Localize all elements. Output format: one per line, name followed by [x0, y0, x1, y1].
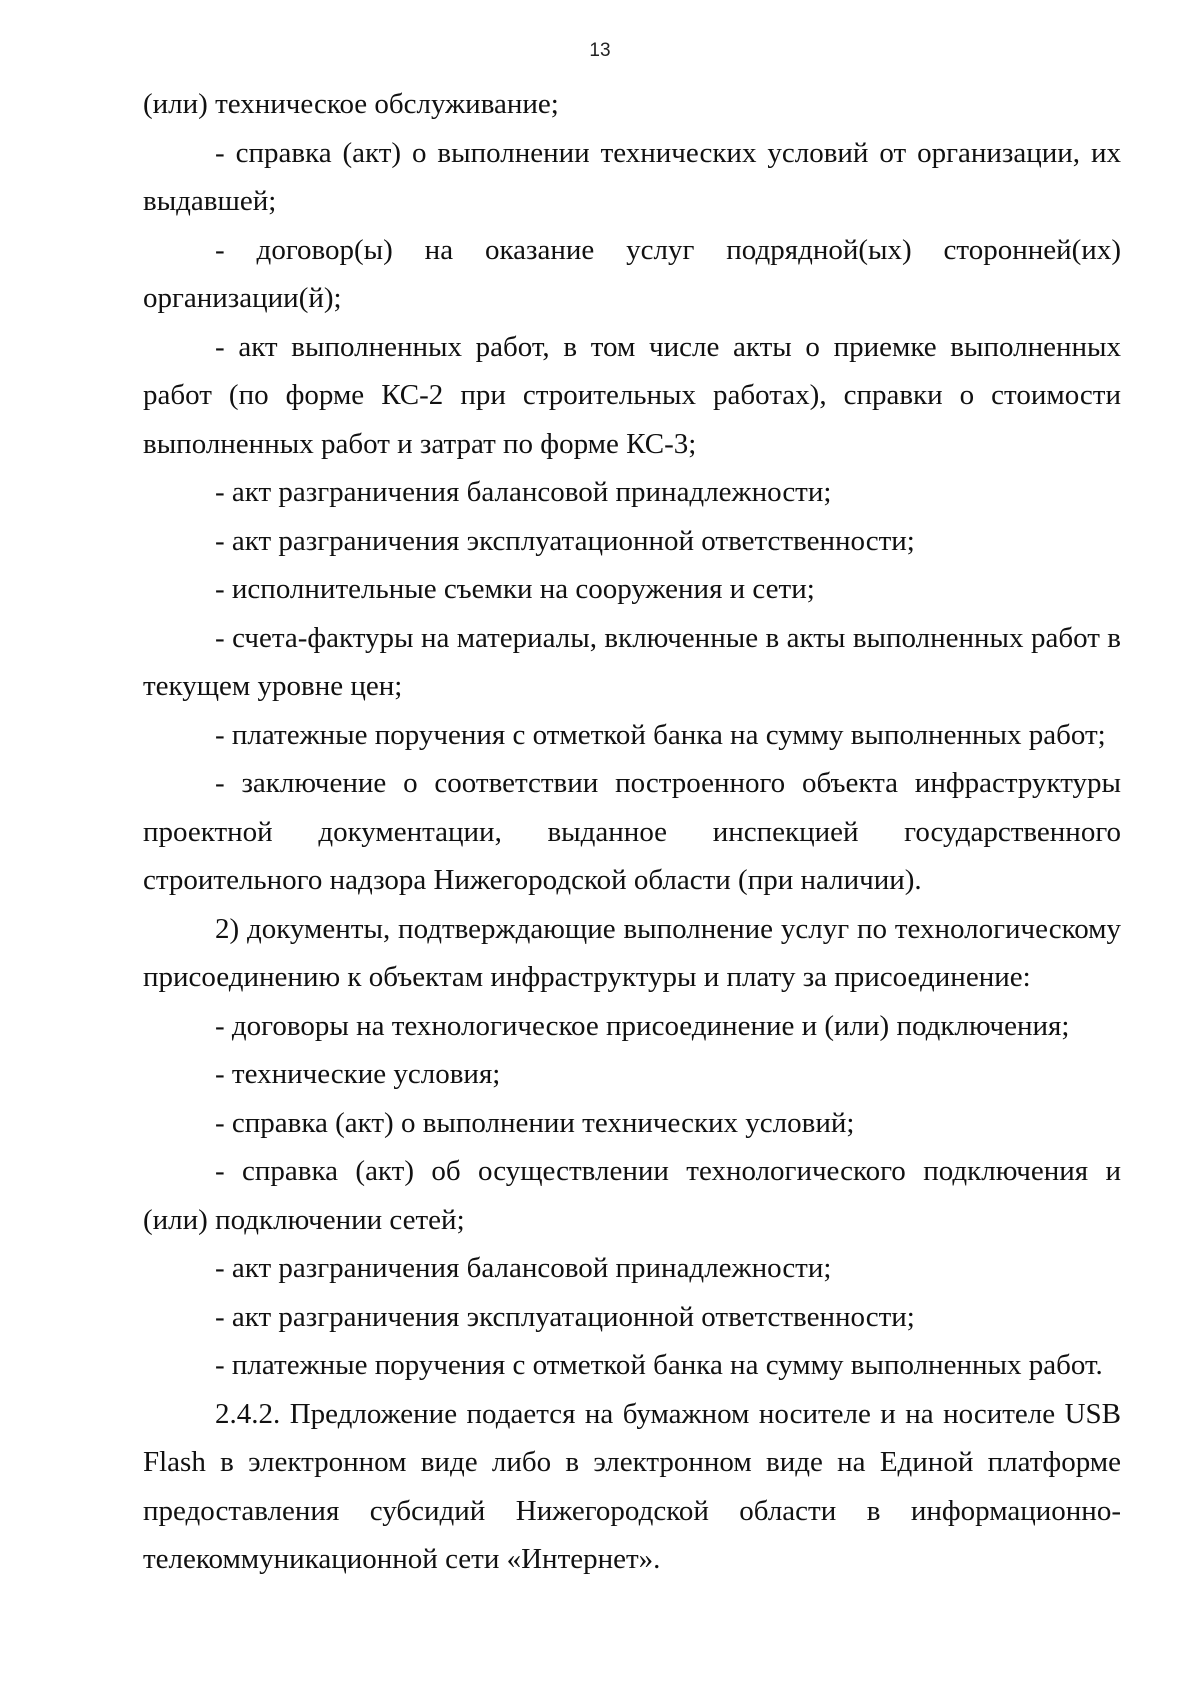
list-item: - справка (акт) о выполнении технических условий;: [215, 1106, 855, 1139]
list-item: - договоры на технологическое присоединение и (или) подключения;: [215, 1009, 1070, 1042]
list-item: - справка (акт) об осуществлении технологического подключения и (или) подключении сетей;: [143, 1155, 1121, 1236]
list-item: - исполнительные съемки на сооружения и сети;: [215, 573, 815, 605]
list-item: - акт разграничения балансовой принадлежности;: [215, 476, 832, 508]
list-item: - акт выполненных работ, в том числе акты о приемке выполненных работ (по форме КС-2 при строительных работах), справки о стоимости выполненных работ и затрат по форме КС-3;: [143, 330, 1121, 460]
list-item: - акт разграничения эксплуатационной ответственности;: [215, 524, 915, 557]
list-item: - платежные поручения с отметкой банка на сумму выполненных работ;: [215, 718, 1106, 751]
page-number: 13: [589, 40, 611, 61]
document-body: [143, 80, 1121, 1584]
list-item: - счета-фактуры на материалы, включенные в акты выполненных работ в текущем уровне цен;: [143, 621, 1121, 702]
list-item: - технические условия;: [215, 1058, 501, 1090]
paragraph: (или) техническое обслуживание;: [143, 88, 559, 120]
list-item: - платежные поручения с отметкой банка на сумму выполненных работ.: [215, 1349, 1103, 1381]
list-item: - договор(ы) на оказание услуг подрядной(ых) сторонней(их) организации(й);: [143, 233, 1121, 314]
clause-paragraph: 2.4.2. Предложение подается на бумажном носителе и на носителе USB Flash в электронном виде либо в электронном виде на Единой платформе предоставления субсидий Нижегородской области в информационно-телекоммуникационной сети «Интернет».: [143, 1397, 1121, 1575]
section-item: 2) документы, подтверждающие выполнение услуг по технологическому присоединению к объектам инфраструктуры и плату за присоединение:: [143, 912, 1121, 993]
list-item: - акт разграничения балансовой принадлежности;: [215, 1252, 832, 1284]
list-item: - акт разграничения эксплуатационной ответственности;: [215, 1300, 915, 1333]
list-item: - справка (акт) о выполнении технических условий от организации, их выдавшей;: [143, 136, 1121, 217]
list-item: - заключение о соответствии построенного объекта инфраструктуры проектной документации, выданное инспекцией государственного строительного надзора Нижегородской области (при наличии).: [143, 767, 1121, 896]
